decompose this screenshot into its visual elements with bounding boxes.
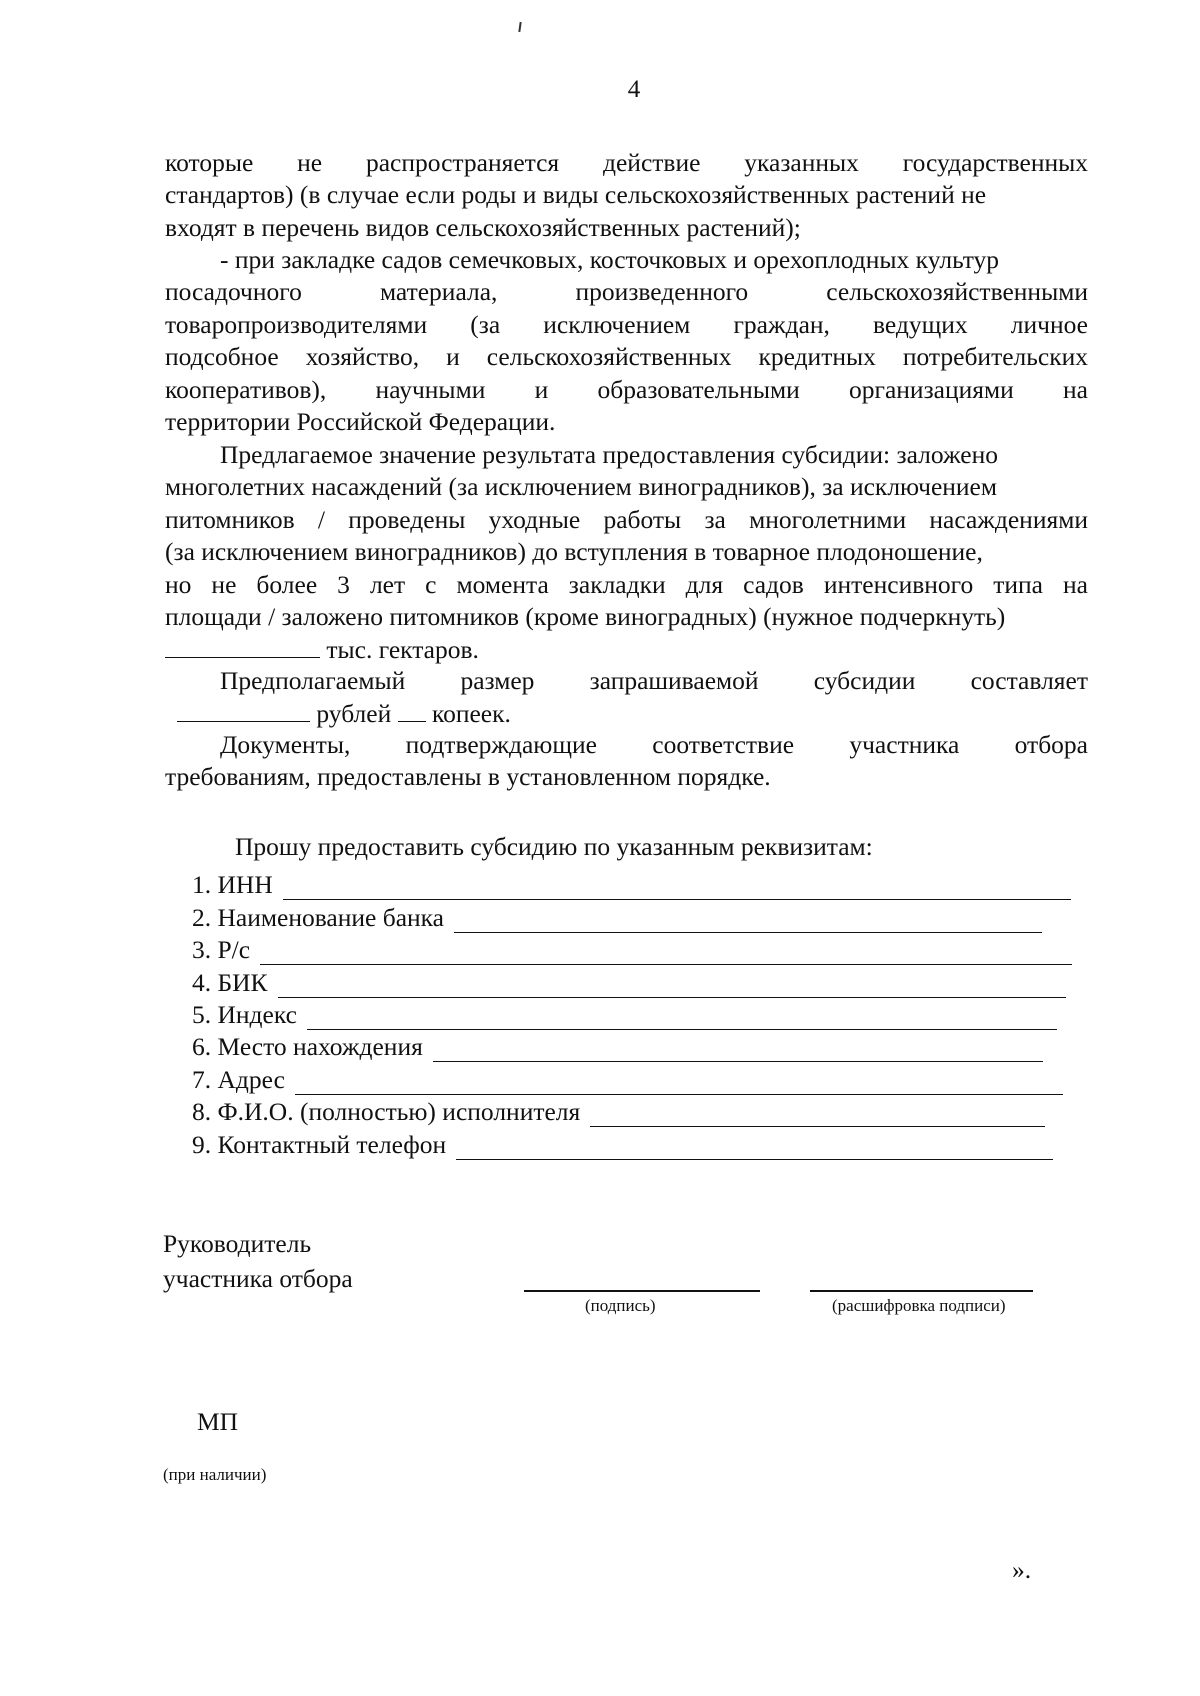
head-line: участника отбора	[163, 1264, 353, 1293]
text-line: питомников / проведены уходные работы за многолетними насаждениями	[165, 504, 1088, 534]
text-line: кооперативов), научными и образовательными организациями на	[165, 374, 1088, 404]
address-input-line[interactable]	[295, 1072, 1063, 1095]
bank-name-input-line[interactable]	[454, 910, 1042, 933]
postcode-field[interactable]	[192, 998, 1092, 1030]
requisites-list	[192, 868, 1092, 1160]
page-number: 4	[627, 76, 641, 103]
paragraph-3	[165, 439, 1088, 666]
rubles-blank	[177, 697, 310, 722]
requisites-intro: Прошу предоставить субсидию по указанным реквизитам:	[235, 832, 873, 861]
field-label: 8. Ф.И.О. (полностью) исполнителя	[192, 1097, 581, 1127]
field-label: 7. Адрес	[192, 1064, 285, 1094]
text-line: площади / заложено питомников (кроме виноградных) (нужное подчеркнуть)	[165, 601, 1006, 631]
location-input-line[interactable]	[433, 1039, 1043, 1062]
phone-input-line[interactable]	[456, 1137, 1053, 1160]
text-line: стандартов) (в случае если роды и виды сельскохозяйственных растений не	[165, 180, 987, 210]
closing-quote: ».	[1012, 1555, 1032, 1584]
field-label: 3. Р/с	[192, 935, 251, 965]
signature-line[interactable]	[524, 1290, 760, 1292]
bik-input-line[interactable]	[278, 975, 1066, 998]
head-line: Руководитель	[163, 1229, 312, 1258]
text-line: товаропроизводителями (за исключением граждан, ведущих личное	[165, 309, 1088, 339]
inn-field[interactable]	[192, 868, 1092, 900]
executor-name-input-line[interactable]	[590, 1104, 1045, 1127]
field-label: 2. Наименование банка	[192, 902, 444, 932]
postcode-input-line[interactable]	[307, 1007, 1057, 1030]
field-label: 9. Контактный телефон	[192, 1129, 447, 1159]
paragraph-1	[165, 147, 1088, 244]
head-title	[163, 1226, 353, 1296]
area-unit: тыс. гектаров.	[326, 635, 479, 665]
text-line: многолетних насаждений (за исключением виноградников), за исключением	[165, 472, 998, 502]
field-label: 1. ИНН	[192, 870, 273, 900]
text-line: требованиям, предоставлены в установленном порядке.	[165, 762, 771, 792]
text-line: посадочного материала, произведенного сельскохозяйственными	[165, 277, 1088, 307]
bik-field[interactable]	[192, 965, 1092, 997]
text-line: которые не распространяется действие указанных государственных	[165, 148, 1088, 177]
text-line	[165, 697, 1088, 729]
bank-name-field[interactable]	[192, 900, 1092, 932]
field-label: 4. БИК	[192, 967, 268, 997]
executor-name-field[interactable]	[192, 1095, 1092, 1127]
seal-label: МП	[197, 1407, 239, 1436]
text-line: подсобное хозяйство, и сельскохозяйственных кредитных потребительских	[165, 342, 1088, 372]
seal-note: (при наличии)	[163, 1465, 267, 1484]
address-field[interactable]	[192, 1062, 1092, 1094]
paragraph-4	[165, 665, 1088, 730]
kopecks-blank	[398, 697, 426, 722]
text-line: Документы, подтверждающие соответствие участника отбора	[220, 730, 1088, 759]
text-line	[165, 633, 1088, 665]
signature-caption: (подпись)	[585, 1296, 656, 1315]
inn-input-line[interactable]	[283, 877, 1071, 900]
location-field[interactable]	[192, 1030, 1092, 1062]
paragraph-5	[165, 729, 1088, 794]
account-input-line[interactable]	[260, 942, 1072, 965]
signature-decode-line[interactable]	[810, 1290, 1033, 1292]
text-line: входят в перечень видов сельскохозяйственных растений);	[165, 212, 801, 242]
text-line: (за исключением виноградников) до вступления в товарное плодоношение,	[165, 537, 983, 567]
scan-mark	[518, 22, 521, 32]
area-blank	[165, 633, 320, 658]
text-line: Предлагаемое значение результата предоставления субсидии: заложено	[220, 440, 998, 469]
field-label: 6. Место нахождения	[192, 1032, 423, 1062]
field-label: 5. Индекс	[192, 999, 297, 1029]
text-line: Предполагаемый размер запрашиваемой субсидии составляет	[220, 666, 1088, 695]
text-line: территории Российской Федерации.	[165, 406, 556, 436]
text-line: но не более 3 лет с момента закладки для садов интенсивного типа на	[165, 569, 1088, 599]
kopecks-label: копеек.	[431, 699, 511, 729]
paragraph-2	[165, 244, 1088, 438]
phone-field[interactable]	[192, 1127, 1092, 1159]
signature-decode-caption: (расшифровка подписи)	[832, 1296, 1006, 1315]
text-line: - при закладке садов семечковых, косточковых и орехоплодных культур	[220, 245, 1000, 274]
rubles-label: рублей	[316, 699, 392, 729]
account-field[interactable]	[192, 933, 1092, 965]
